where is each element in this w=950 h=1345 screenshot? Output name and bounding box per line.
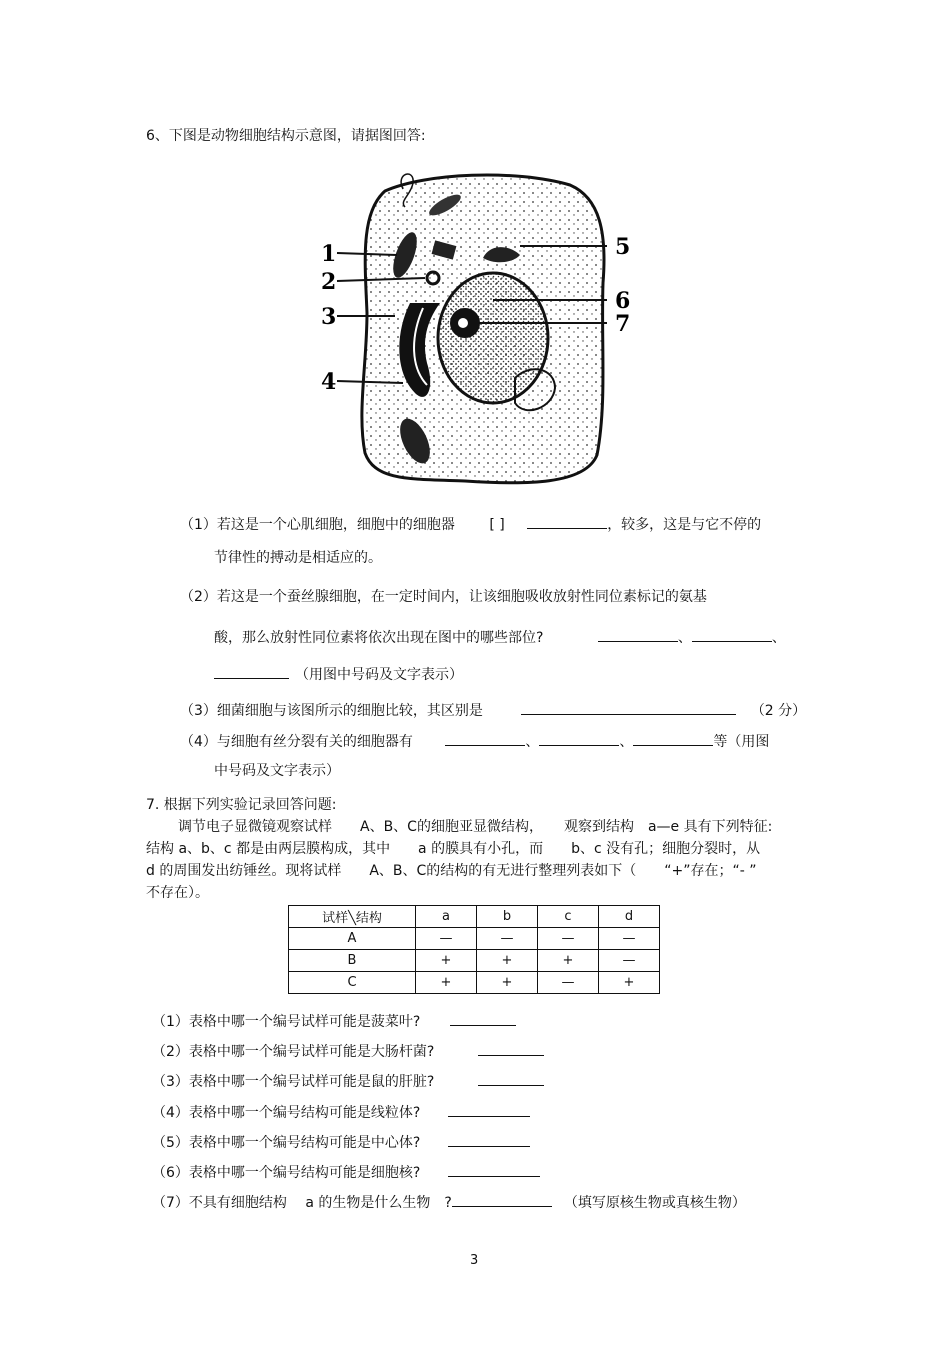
q7-para-line: 不存在）。 (146, 885, 209, 901)
answer-blank[interactable] (450, 1011, 516, 1026)
header-cell: 试样╲结构 (289, 906, 416, 928)
answer-blank[interactable] (478, 1041, 544, 1056)
table-cell: — (538, 928, 599, 950)
q7-para-line: 调节电子显微镜观察试样 A、B、C的细胞亚显微结构， 观察到结构 a—e 具有下列特征: (178, 819, 773, 835)
nucleus (438, 273, 548, 403)
table-cell: C (289, 972, 416, 994)
label-5: 5 (615, 234, 631, 260)
table-cell: + (416, 972, 477, 994)
label-1: 1 (321, 241, 337, 267)
q6-sub3: （3）细菌细胞与该图所示的细胞比较，其区别是 （2 分） (180, 700, 806, 719)
q6-sub1-line2: 节律性的搏动是相适应的。 (214, 550, 382, 566)
q7-title: 7. 根据下列实验记录回答问题: (146, 797, 337, 813)
label-4: 4 (321, 369, 337, 395)
answer-blank[interactable] (539, 731, 619, 746)
header-cell: b (477, 906, 538, 928)
q7-para-line: 结构 a、b、c 都是由两层膜构成，其中 a 的膜具有小孔，而 b、c 没有孔；细胞分裂时，从 (146, 841, 761, 857)
answer-blank[interactable] (452, 1192, 552, 1207)
answer-blank[interactable] (478, 1071, 544, 1086)
header-cell: a (416, 906, 477, 928)
table-cell: — (416, 928, 477, 950)
q6-sub1-line1: （1）若这是一个心肌细胞，细胞中的细胞器 [ ] ，较多，这是与它不停的 (180, 514, 761, 533)
q6-title: 6、下图是动物细胞结构示意图，请据图回答: (146, 128, 426, 144)
q7-question-1: （1）表格中哪一个编号试样可能是菠菜叶? (152, 1011, 516, 1030)
label-3: 3 (321, 304, 337, 330)
table-cell: + (416, 950, 477, 972)
table-row (289, 950, 660, 972)
q7-question-2: （2）表格中哪一个编号试样可能是大肠杆菌? (152, 1041, 544, 1060)
label-6: 6 (615, 288, 631, 314)
q6-sub4-line2: 中号码及文字表示） (214, 763, 340, 779)
table-cell: + (477, 950, 538, 972)
experiment-record-table (288, 905, 660, 994)
table-cell: — (538, 972, 599, 994)
table-cell: B (289, 950, 416, 972)
label-7: 7 (615, 311, 631, 337)
q7-para-line: d 的周围发出纺锤丝。现将试样 A、B、C的结构的有无进行整理列表如下（ “+”存在；“- ” (146, 863, 757, 879)
answer-blank[interactable] (445, 731, 525, 746)
table-header-row (289, 906, 660, 928)
animal-cell-diagram (315, 163, 645, 493)
table-row (289, 928, 660, 950)
table-cell: — (599, 950, 660, 972)
q6-sub2-line3: （用图中号码及文字表示） (214, 664, 463, 683)
label-2: 2 (321, 269, 337, 295)
answer-blank[interactable] (521, 700, 736, 715)
answer-blank[interactable] (448, 1132, 530, 1147)
answer-blank[interactable] (214, 664, 289, 679)
answer-blank[interactable] (448, 1162, 540, 1177)
table-cell: — (599, 928, 660, 950)
q6-sub2-line1: （2）若这是一个蚕丝腺细胞，在一定时间内，让该细胞吸收放射性同位素标记的氨基 (180, 589, 707, 605)
answer-blank[interactable] (633, 731, 713, 746)
q6-sub2-line2: 酸，那么放射性同位素将依次出现在图中的哪些部位? 、 、 (214, 627, 786, 646)
header-cell: c (538, 906, 599, 928)
table-row (289, 972, 660, 994)
q7-question-4: （4）表格中哪一个编号结构可能是线粒体? (152, 1102, 530, 1121)
table-cell: — (477, 928, 538, 950)
answer-blank[interactable] (598, 627, 678, 642)
table-cell: + (538, 950, 599, 972)
table-cell: A (289, 928, 416, 950)
header-cell: d (599, 906, 660, 928)
q7-question-3: （3）表格中哪一个编号试样可能是鼠的肝脏? (152, 1071, 544, 1090)
answer-blank[interactable] (692, 627, 772, 642)
table-cell: + (477, 972, 538, 994)
q7-question-7: （7）不具有细胞结构 a 的生物是什么生物 ? （填写原核生物或真核生物） (152, 1192, 746, 1211)
q7-question-6: （6）表格中哪一个编号结构可能是细胞核? (152, 1162, 540, 1181)
answer-blank[interactable] (527, 514, 607, 529)
q6-sub4: （4）与细胞有丝分裂有关的细胞器有 、 、 等（用图 (180, 731, 769, 750)
q7-question-5: （5）表格中哪一个编号结构可能是中心体? (152, 1132, 530, 1151)
page-number: 3 (470, 1253, 479, 1268)
answer-blank[interactable] (448, 1102, 530, 1117)
table-cell: + (599, 972, 660, 994)
